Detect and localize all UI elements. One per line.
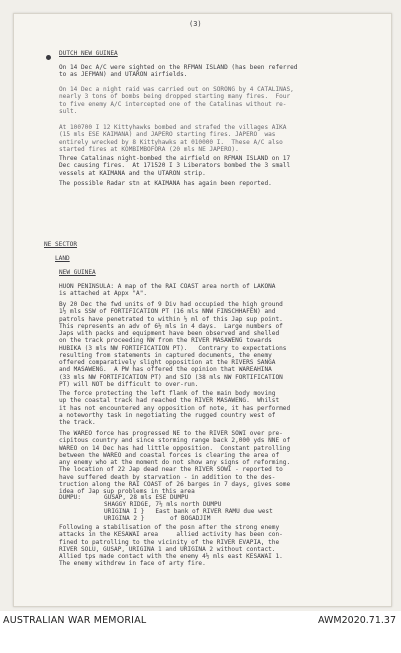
footer-institution: AUSTRALIAN WAR MEMORIAL [3, 615, 147, 626]
land-heading: LAND [55, 255, 70, 262]
dng-paragraph-1: On 14 Dec A/C were sighted on the RFMAN ISLAND (has been referred to as JEFMAN) and UTARON airfields. [59, 64, 298, 79]
dumpu-paragraph: Following a stabilisation of the posn after the strong enemy attacks in the KESAWAI area allied activity has been con- fined to patrolling to the vicinity of the RIVER EVAPIA, the RIVER SOLU, GUSAP, URIGINA 1 and URIGINA 2 without contact. Allied tps made contact with the enemy 4½ mls east KESAWAI 1. The enemy withdrew in face of arty fire. [59, 524, 283, 568]
dumpu-line-2: SHAGGY RIDGE, 7½ mls north DUMPU [104, 501, 222, 508]
footer-accession-number: AWM2020.71.37 [318, 615, 396, 626]
dng-paragraph-2: On 14 Dec a night raid was carried out on SORONG by 4 CATALINAS, nearly 3 tons of bombs being dropped starting many fires. Four to five enemy A/C intercepted one of the Catalinas without re- sult. [59, 86, 294, 115]
dumpu-line-3: URIGINA I } East bank of RIVER RAMU due west [104, 508, 273, 515]
bullet-mark [46, 55, 51, 60]
dumpu-label: DUMPU: [59, 494, 82, 501]
dumpu-line-4: URIGINA 2 } of BOGADJIM [104, 515, 211, 522]
page-number: (3) [189, 20, 202, 28]
ne-sector-heading: NE SECTOR [44, 241, 78, 248]
huon-paragraph: HUON PENINSULA: A map of the RAI COAST area north of LAKONA is attached at Appx "A". [59, 283, 276, 298]
footer-bar [0, 611, 401, 653]
ne-paragraph-3: The force protecting the left flank of the main body moving up the coastal track had reached the RIVER MASAWENG. Whilst it has not encountered any opposition of note, it has performed a noteworthy task in negotiating the rugged country west of the track. [59, 390, 291, 426]
dng-paragraph-4: Three Catalinas night-bombed the airfield on RFMAN ISLAND on 17 Dec causing fires. At 171520 I 3 Liberators bombed the 3 small vessels at KAIMANA and the UTARON strip. [59, 155, 291, 177]
dutch-new-guinea-heading: DUTCH NEW GUINEA [59, 50, 118, 57]
dng-paragraph-3: At 100700 I 12 Kittyhawks bombed and strafed the villages AIKA (15 mls ESE KAIMANA) and JAPERO starting fires. JAPERO was entirely wrecked by 8 Kittyhawks at 010000 I. These A/C also started fires at KOMBIMBOFORA (20 mls NE JAPERO). [59, 124, 287, 153]
new-guinea-heading: NEW GUINEA [59, 269, 96, 276]
document-page [13, 13, 392, 607]
dumpu-line-1: GUSAP, 28 mls ESE DUMPU [104, 494, 189, 501]
ne-paragraph-2: By 20 Dec the fwd units of 9 Div had occupied the high ground 1½ mls SSW of FORTIFICATION PT (16 mls NNW FINSCHHAFEN) and patrols have penetrated to within ½ ml of this Jap sup point. This represents an adv of 6½ mls in 4 days. Large numbers of Japs with packs and equipment have been observed and shelled on the track proceeding NW from the RIVER MASAWENG towards HUBIKA (3 mls NW FORTIFICATION PT). Contrary to expectations resulting from statements in captured documents, the enemy offered comparatively slight opposition at the RIVERS SANGA and MASAWENG. A PW has offered the opinion that WAREAHINA (33 mls NW FORTIFICATION PT) and SIO (38 mls NW FORTIFICATION PT) will NOT be difficult to over-run. [59, 301, 287, 388]
dng-paragraph-5: The possible Radar stn at KAIMANA has again been reported. [59, 180, 272, 187]
ne-paragraph-4: The WAREO force has progressed NE to the RIVER SOWI over pre- cipitous country and since storming range back 2,000 yds NNE of WAREO on 14 Dec has had little opposition. Constant patrolling between the WAREO and coastal forces is clearing the area of any enemy who at the moment do not show any signs of reforming. The location of 22 Jap dead near the RIVER SOWI - reported to have suffered death by starvation - in addition to the des- truction along the RAI COAST of 26 barges in 7 days, gives some idea of Jap sup problems in this area [59, 430, 291, 495]
